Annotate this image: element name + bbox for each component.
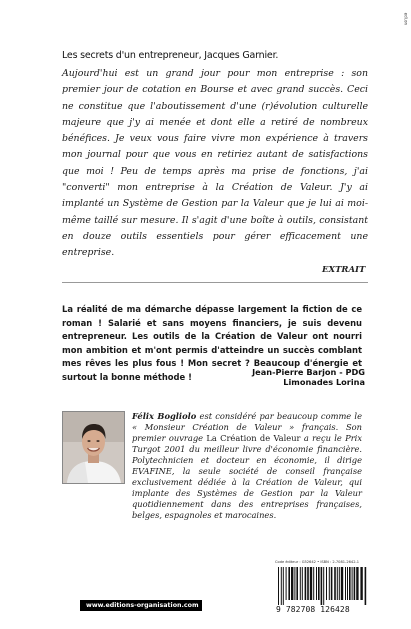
testimonial-signature: Jean-Pierre Barjon - PDG Limonades Lorina <box>252 367 365 387</box>
barcode-bar <box>365 567 367 605</box>
barcode-bar <box>288 567 290 600</box>
barcode-bar <box>337 567 338 600</box>
barcode-bar <box>321 567 323 605</box>
publisher-url[interactable]: www.editions-organisation.com <box>80 600 202 611</box>
barcode-bar <box>345 567 346 600</box>
barcode-bar <box>302 567 303 600</box>
excerpt-text: Aujourd'hui est un grand jour pour mon entreprise : son premier jour de cotation en Bourse et avec grand succès. Ceci ne constitue que l'aboutissement d'une (r)évolution culturelle majeure que j'y ai menée et dont elle a retiré de nombreux bénéfices. Je veux vous faire vivre mon expérience à travers mon journal pour que vous en retiriez autant de satisfactions que moi ! Peu de temps après ma prise de fonctions, j'ai "converti" mon entreprise à la Création de Valeur. J'y ai implanté un Système de Gestion par la Valeur que je lui ai moi-même taillé sur mesure. Il s'agit d'une boîte à outils, consistant en douze outils essentiels pour gérer efficacement une entreprise. <box>62 68 368 259</box>
barcode-bar <box>286 567 287 600</box>
barcode-bar <box>347 567 348 600</box>
barcode-bar <box>341 567 343 600</box>
barcode-digits: 9 782708 126428 <box>276 605 350 614</box>
title-author: Jacques Garnier. <box>201 50 279 61</box>
barcode-bar <box>296 567 298 600</box>
barcode-bar <box>281 567 282 605</box>
barcode-bar <box>326 567 327 600</box>
barcode-bar <box>283 567 284 605</box>
barcode-bar <box>349 567 351 600</box>
barcode-bar <box>329 567 330 600</box>
barcode-bar <box>305 567 307 600</box>
author-portrait-image <box>63 412 124 483</box>
barcode-bar <box>316 567 317 600</box>
barcode-bar <box>318 567 320 600</box>
barcode-bar <box>354 567 356 600</box>
barcode-bar <box>291 567 293 600</box>
isbn-codes: Code éditeur : G52642 • ISBN : 2-7081-2642-1 <box>275 560 360 564</box>
testimonial-quote: La réalité de ma démarche dépasse largement la fiction de ce roman ! Salarié et sans moyens financiers, je suis devenu entrepreneur. Les outils de la Création de Valeur ont nourri mon ambition et m'ont permis d'atteindre un succès comblant mes rêves les plus fous ! Mon secret ? Beaucoup d'énergie et surtout la bonne méthode ! <box>62 304 362 382</box>
barcode-bar <box>278 567 279 605</box>
barcode-bar <box>334 567 336 600</box>
bio-book-title: La Création de Valeur <box>206 433 301 443</box>
author-name: Félix Bogliolo <box>132 411 197 421</box>
barcode-bar <box>352 567 353 600</box>
barcode-bar <box>310 567 312 600</box>
author-bio <box>132 411 362 521</box>
barcode-bar <box>313 567 314 600</box>
excerpt-tag: EXTRAIT <box>322 265 366 275</box>
title-book: Les secrets d'un entrepreneur, <box>62 50 202 61</box>
barcode-bar <box>300 567 301 600</box>
isbn-barcode <box>276 567 369 605</box>
barcode-bar <box>331 567 333 600</box>
author-photo <box>62 411 125 484</box>
spine-label: edi.on <box>403 12 408 25</box>
barcode-bars <box>276 567 369 605</box>
barcode-bar <box>294 567 295 600</box>
barcode-bar <box>356 567 358 600</box>
barcode-bar <box>323 567 324 605</box>
bio-text-part2: a reçu le Prix Turgot 2001 du meilleur livre d'économie financière. Polytechnicien et docteur en économie, il dirige EVAFINE, la seule société de conseil française exclusivement dédiée à la Création de Valeur, qui implante des Systèmes de Gestion par la Valeur quotidiennement dans des entreprises françaises, belges, espagnoles et marocaines. <box>132 433 362 520</box>
bio-text-part1: est considéré par beaucoup comme le « Monsieur Création de Valeur » français. Son premier ouvrage <box>132 411 362 443</box>
barcode-bar <box>339 567 340 600</box>
section-divider <box>62 282 368 283</box>
barcode-bar <box>360 567 362 600</box>
excerpt-title <box>62 50 362 61</box>
barcode-bar <box>307 567 309 600</box>
